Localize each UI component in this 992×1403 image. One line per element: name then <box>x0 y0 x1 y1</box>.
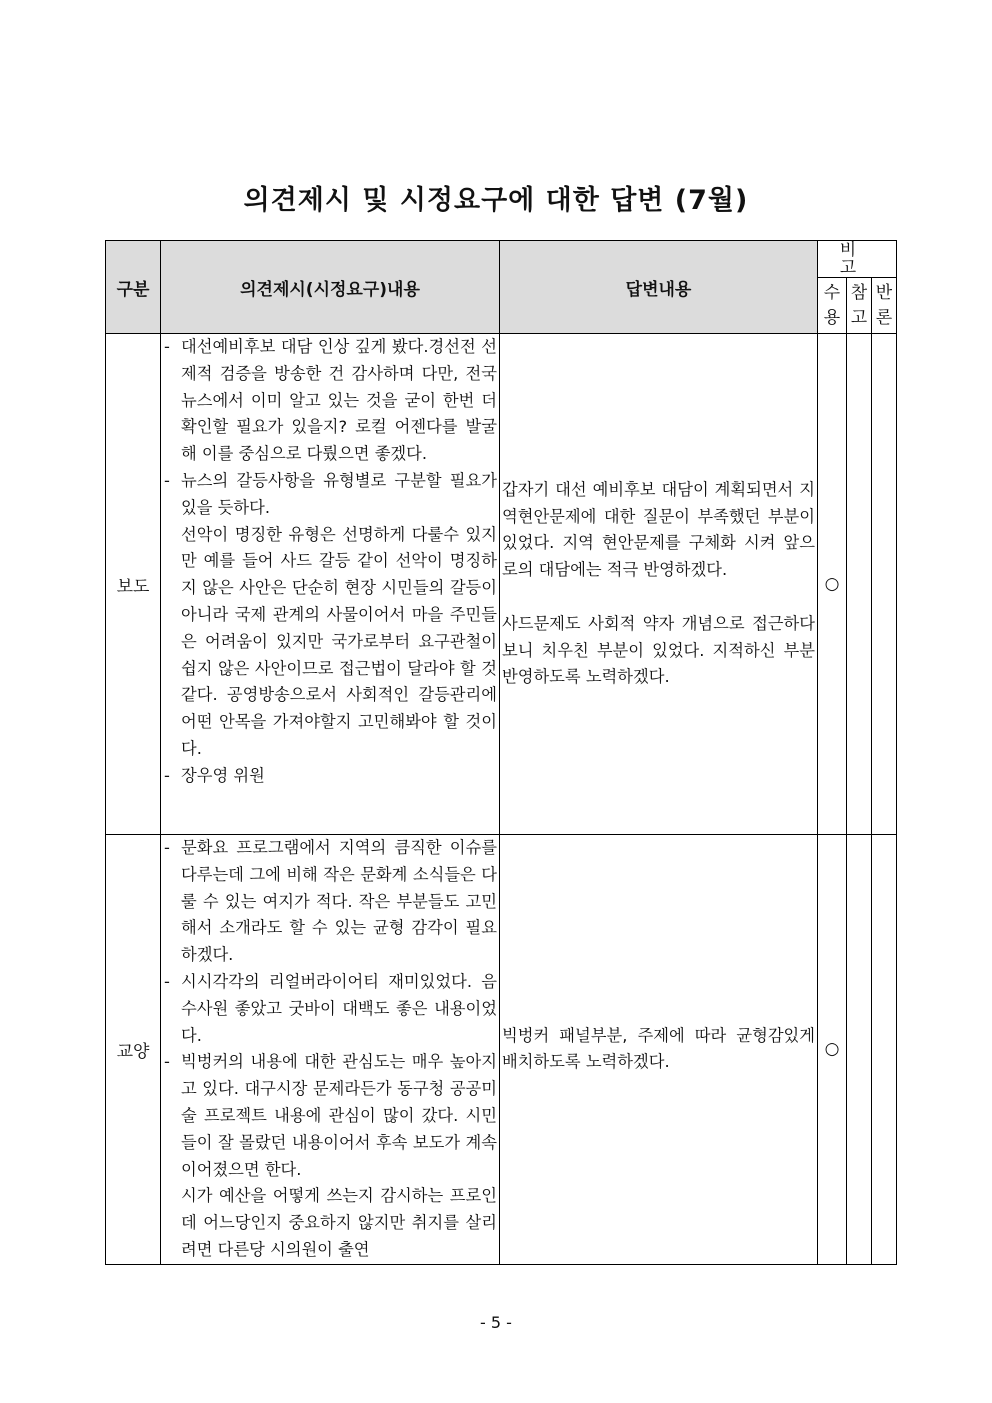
category-cell: 교양 <box>106 835 161 1265</box>
rebuttal-mark <box>872 835 897 1265</box>
opinion-cell <box>161 835 500 1265</box>
opinion-paragraph: 시가 예산을 어떻게 쓰는지 감시하는 프로인데 어느당인지 중요하지 않지만 취지를 살리려면 다른당 시의원이 출연 <box>181 1186 497 1259</box>
category-cell: 보도 <box>106 334 161 835</box>
response-table <box>105 240 897 1265</box>
header-opinion: 의견제시(시정요구)내용 <box>161 241 500 334</box>
opinion-item: - 대선예비후보 대담 인상 깊게 봤다.경선전 선제적 검증을 방송한 건 감사하며 다만, 전국뉴스에서 이미 알고 있는 것을 굳이 한번 더 확인할 필요가 있을지? 로컬 어젠다를 발굴해 이를 중심으로 다뤘으면 좋겠다. <box>164 337 497 464</box>
header-reference: 참고 <box>847 278 872 334</box>
answer-paragraph: 갑자기 대선 예비후보 대담이 계획되면서 지역현안문제에 대한 질문이 부족했던 부분이 있었다. 지역 현안문제를 구체화 시켜 앞으로의 대담에는 적극 반영하겠다. <box>502 479 815 580</box>
opinion-item: - 문화요 프로그램에서 지역의 큼직한 이슈를 다루는데 그에 비해 작은 문화계 소식들은 다룰 수 있는 여지가 적다. 작은 부분들도 고민해서 소개라도 할 수 있는 균형 감각이 필요하겠다. <box>164 838 497 965</box>
header-rebuttal: 반론 <box>872 278 897 334</box>
opinion-item: - 시시각각의 리얼버라이어티 재미있었다. 음수사원 좋았고 굿바이 대백도 좋은 내용이었다. <box>164 971 497 1045</box>
opinion-paragraph: 선악이 명징한 유형은 선명하게 다룰수 있지만 예를 들어 사드 갈등 같이 선악이 명징하지 않은 사안은 단순히 현장 시민들의 갈등이 아니라 국제 관계의 사물이어서 마을 주민들은 어려움이 있지만 국가로부터 요구관철이 쉽지 않은 사안이므로 접근법이 달라야 할 것 같다. 공영방송으로서 사회적인 갈등관리에 어떤 안목을 가져야할지 고민해봐야 할 것이다. <box>181 524 497 758</box>
table-row-news <box>106 334 897 835</box>
answer-cell <box>500 334 818 835</box>
answer-paragraph: 빅벙커 패널부분, 주제에 따라 균형감있게 배치하도록 노력하겠다. <box>502 1025 815 1072</box>
accept-mark: ○ <box>818 835 847 1265</box>
page-number: - 5 - <box>480 1313 512 1332</box>
opinion-item: - 빅벙커의 내용에 대한 관심도는 매우 높아지고 있다. 대구시장 문제라든가 동구청 공공미술 프로젝트 내용에 관심이 많이 갔다. 시민들이 잘 몰랐던 내용이어서 후속 보도가 계속 이어졌으면 한다. <box>164 1052 497 1179</box>
document-title: 의견제시 및 시정요구에 대한 답변 (7월) <box>243 185 749 216</box>
reference-mark <box>847 835 872 1265</box>
answer-cell <box>500 835 818 1265</box>
rebuttal-mark <box>872 334 897 835</box>
opinion-item: - 장우영 위원 <box>164 765 265 785</box>
header-category: 구분 <box>106 241 161 334</box>
table-row-culture <box>106 835 897 1265</box>
header-remarks: 비 고 <box>818 241 897 278</box>
reference-mark <box>847 334 872 835</box>
opinion-cell <box>161 334 500 835</box>
answer-paragraph: 사드문제도 사회적 약자 개념으로 접근하다보니 치우친 부분이 있었다. 지적하신 부분 반영하도록 노력하겠다. <box>502 613 815 687</box>
header-accept: 수용 <box>818 278 847 334</box>
accept-mark: ○ <box>818 334 847 835</box>
header-answer: 답변내용 <box>500 241 818 334</box>
opinion-item: - 뉴스의 갈등사항을 유형별로 구분할 필요가 있을 듯하다. <box>164 470 497 517</box>
